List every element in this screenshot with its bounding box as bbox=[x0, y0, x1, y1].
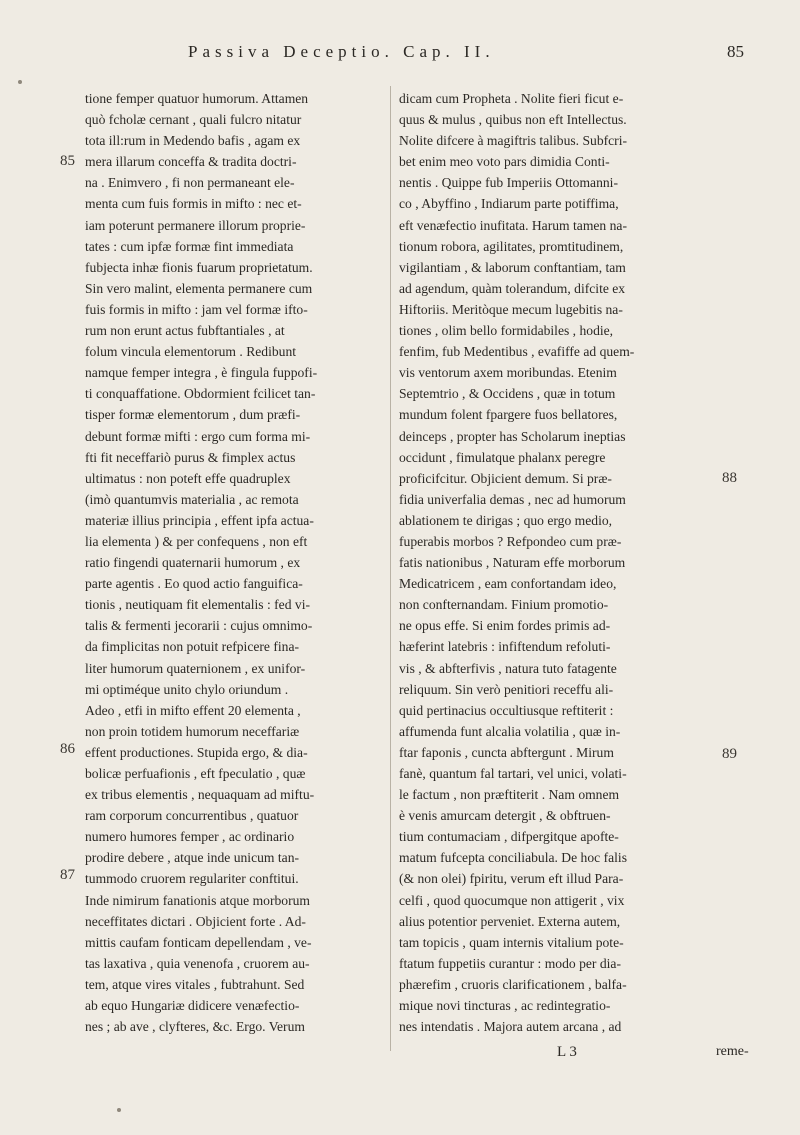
left-column-line: nes ; ab ave , clyfteres, &c. Ergo. Verum bbox=[85, 1019, 305, 1035]
right-column-line: Medicatricem , eam confortandam ideo, bbox=[399, 576, 617, 592]
right-column-line: hæferint latebris : infiftendum refoluti- bbox=[399, 639, 611, 655]
left-column-line: mi optiméque unito chylo oriundum . bbox=[85, 681, 289, 697]
right-column-line: ne opus effe. Si enim fordes primis ad- bbox=[399, 618, 611, 634]
left-column-line: lia elementa ) & per confequens , non eft bbox=[85, 533, 308, 549]
right-column-line: ad agendum, quàm tolerandum, difcite ex bbox=[399, 280, 626, 296]
right-column-line: reliquum. Sin verò penitiori receffu ali- bbox=[399, 681, 614, 697]
right-column-line: proficifcitur. Objicient demum. Si præ- bbox=[399, 470, 612, 486]
left-column-line: iam poterunt permanere illorum proprie- bbox=[85, 217, 306, 233]
left-column-line: neceffitates dictari . Objicient forte . Ad- bbox=[85, 913, 306, 929]
left-column-line: folum vincula elementorum . Redibunt bbox=[85, 344, 297, 360]
right-column-line: vis , & abfterfivis , natura tuto fatagente bbox=[399, 660, 617, 676]
left-column-line: Adeo , etfi in mifto effent 20 elementa , bbox=[85, 702, 301, 718]
right-column-line: le factum , non præftiterit . Nam omnem bbox=[399, 787, 620, 803]
right-column-line: fidia univerfalia demas , nec ad humorum bbox=[399, 491, 626, 507]
right-column-line: quus & mulus , quibus non eft Intellectus. bbox=[399, 112, 627, 128]
margin-number-86: 86 bbox=[60, 741, 75, 757]
left-column-line: mera illarum conceffa & tradita doctri- bbox=[85, 154, 297, 170]
right-column-line: Septemtrio , & Occidens , quæ in totum bbox=[399, 386, 616, 402]
margin-number-87: 87 bbox=[60, 867, 75, 883]
left-column-line: ab equo Hungariæ didicere venæfectio- bbox=[85, 998, 300, 1014]
left-column-line: tisper formæ elementorum , dum præfi- bbox=[85, 407, 301, 423]
margin-number-85: 85 bbox=[60, 153, 75, 169]
right-column-line: deinceps , propter has Scholarum ineptias bbox=[399, 428, 626, 444]
right-column-line: ftar faponis , cuncta abftergunt . Mirum bbox=[399, 744, 614, 760]
right-column-line: fanè, quantum fal tartari, vel unici, volati- bbox=[399, 766, 627, 781]
right-column-line: co , Abyffino , Indiarum parte potiffima, bbox=[399, 196, 619, 212]
right-column-line: quid pertinacius occultiusque reftiterit : bbox=[399, 702, 614, 718]
page-header bbox=[0, 42, 800, 68]
catchword: reme- bbox=[716, 1044, 749, 1059]
margin-number-89: 89 bbox=[722, 746, 737, 762]
page-number: 85 bbox=[727, 42, 744, 61]
left-column-line: ti conquaffatione. Obdormient fcilicet tan- bbox=[85, 386, 316, 402]
left-column-line: fuis formis in mifto : jam vel formæ ifto- bbox=[85, 301, 308, 317]
right-column-line: fatis nationibus , Naturam effe morborum bbox=[399, 555, 626, 571]
right-column-line: tium contumaciam , difpergitque apofte- bbox=[399, 829, 619, 845]
left-column-line: fti fit neceffariò purus & fimplex actus bbox=[85, 449, 296, 465]
left-column-line: tione femper quatuor humorum. Attamen bbox=[85, 91, 309, 106]
left-column-line: liter humorum quaternionem , ex unifor- bbox=[85, 660, 306, 676]
right-column-line: è venis amurcam detergit , & obftruen- bbox=[399, 808, 611, 824]
right-column-line: non confternandam. Finium promotio- bbox=[399, 597, 609, 613]
left-column-line: ram corporum concurrentibus , quatuor bbox=[85, 808, 299, 824]
left-column-line: tates : cum ipfæ formæ fint immediata bbox=[85, 238, 294, 254]
left-column-line: Inde nimirum fanationis atque morborum bbox=[85, 892, 311, 908]
right-column-line: Nolite difcere à magiftris talibus. Subfcri- bbox=[399, 133, 628, 149]
left-column-line: mittis caufam fonticam depellendam , ve- bbox=[85, 934, 312, 950]
left-column-line: tummodo cruorem regulariter conftitui. bbox=[85, 871, 299, 887]
right-column-line: ablationem te dirigas ; quo ergo medio, bbox=[399, 512, 613, 528]
left-column-line: non proin totidem humorum neceffariæ bbox=[85, 723, 300, 739]
left-column-line: effent productiones. Stupida ergo, & dia- bbox=[85, 744, 308, 760]
right-column-line: tam topicis , quam internis vitalium pote- bbox=[399, 934, 624, 950]
left-column-line: bolicæ perfuafionis , eft fpeculatio , quæ bbox=[85, 766, 306, 781]
left-column-line: namque femper integra , è fingula fuppofi- bbox=[85, 365, 318, 381]
right-column-line: mundum folent fpargere fuos bellatores, bbox=[399, 407, 618, 423]
right-column-line: vis ventorum axem moribundas. Etenim bbox=[399, 365, 617, 381]
right-column-line: (& non olei) fpiritu, verum eft illud Para- bbox=[399, 871, 624, 887]
right-column-line: tionum robora, agilitates, promtitudinem, bbox=[399, 238, 624, 254]
left-column-line: (imò quantumvis materialia , ac remota bbox=[85, 491, 299, 507]
right-column-line: nes intendatis . Majora autem arcana , ad bbox=[399, 1019, 622, 1035]
left-column-line: talis & fermenti jecorarii : cujus omnimo- bbox=[85, 618, 313, 634]
left-column-line: tota ill:rum in Medendo bafis , agam ex bbox=[85, 133, 301, 149]
right-column-line: dicam cum Propheta . Nolite fieri ficut e- bbox=[399, 91, 624, 106]
signature-mark: L 3 bbox=[557, 1044, 577, 1060]
right-column-line: matum fufcepta conciliabula. De hoc falis bbox=[399, 850, 627, 866]
left-column-line: parte agentis . Eo quod actio fanguifica- bbox=[85, 576, 303, 592]
right-text-column bbox=[399, 88, 701, 1037]
right-column-line: fenfim, fub Medentibus , evafiffe ad quem- bbox=[399, 344, 635, 360]
right-column-line: nentis . Quippe fub Imperiis Ottomanni- bbox=[399, 175, 618, 191]
right-column-line: vigilantiam , & laborum conftantiam, tam bbox=[399, 259, 626, 275]
right-column-line: tiones , olim bello formidabiles , hodie, bbox=[399, 323, 614, 339]
left-column-line: ex tribus elementis , nequaquam ad miftu- bbox=[85, 787, 315, 803]
right-column-line: eft venæfectio inufitata. Harum tamen na- bbox=[399, 217, 627, 233]
left-column-line: fubjecta inhæ fionis fuarum proprietatum. bbox=[85, 259, 313, 275]
left-column-line: tionis , neutiquam fit elementalis : fed vi- bbox=[85, 597, 311, 613]
left-column-line: rum non erunt actus fubftantiales , at bbox=[85, 323, 285, 339]
right-column-line: fuperabis morbos ? Refpondeo cum præ- bbox=[399, 533, 622, 549]
left-column-line: prodire debere , atque inde unicum tan- bbox=[85, 850, 300, 866]
left-column-line: quò fcholæ cernant , quali fulcro nitatur bbox=[85, 112, 302, 128]
paper-speck bbox=[18, 80, 22, 84]
left-column-line: tas laxativa , quia venenofa , cruorem au- bbox=[85, 955, 310, 971]
right-column-line: mique novi tincturas , ac redintegratio- bbox=[399, 998, 611, 1014]
column-divider bbox=[390, 86, 391, 1051]
right-column-line: phærefim , cruoris clarificationem , balfa- bbox=[399, 976, 627, 992]
right-column-line: celfi , quod quocumque non attigerit , vix bbox=[399, 892, 625, 908]
left-column-line: da fimplicitas non potuit refpicere fina- bbox=[85, 639, 300, 655]
left-column-line: menta cum fuis formis in mifto : nec et- bbox=[85, 196, 302, 212]
left-column-line: materiæ illius principia , effent ipfa actua- bbox=[85, 512, 314, 528]
right-column-line: occidunt , fimulatque phalanx peregre bbox=[399, 449, 606, 465]
paper-speck bbox=[117, 1108, 121, 1112]
left-column-line: na . Enimvero , fi non permaneant ele- bbox=[85, 175, 295, 191]
left-column-line: tem, atque vires vitales , fubtrahunt. Sed bbox=[85, 976, 305, 992]
right-column-line: affumenda funt alcalia volatilia , quæ in- bbox=[399, 723, 621, 739]
running-title: Passiva Deceptio. Cap. II. bbox=[188, 42, 495, 61]
left-column-line: numero humores femper , ac ordinario bbox=[85, 829, 295, 845]
left-column-line: Sin vero malint, elementa permanere cum bbox=[85, 280, 313, 296]
left-column-line: debunt formæ mifti : ergo cum forma mi- bbox=[85, 428, 311, 444]
right-column-line: alius potentior perveniet. Externa autem, bbox=[399, 913, 621, 929]
right-column-line: ftatum fuppetiis curantur : modo per dia- bbox=[399, 955, 621, 971]
right-column-line: bet enim meo voto pars dimidia Conti- bbox=[399, 154, 610, 170]
left-text-column bbox=[85, 88, 380, 1037]
margin-number-88: 88 bbox=[722, 470, 737, 486]
right-column-line: Hiftoriis. Meritòque mecum lugebitis na- bbox=[399, 301, 623, 317]
left-column-line: ratio fingendi quaternarii humorum , ex bbox=[85, 555, 301, 571]
left-column-line: ultimatus : non poteft effe quadruplex bbox=[85, 470, 291, 486]
